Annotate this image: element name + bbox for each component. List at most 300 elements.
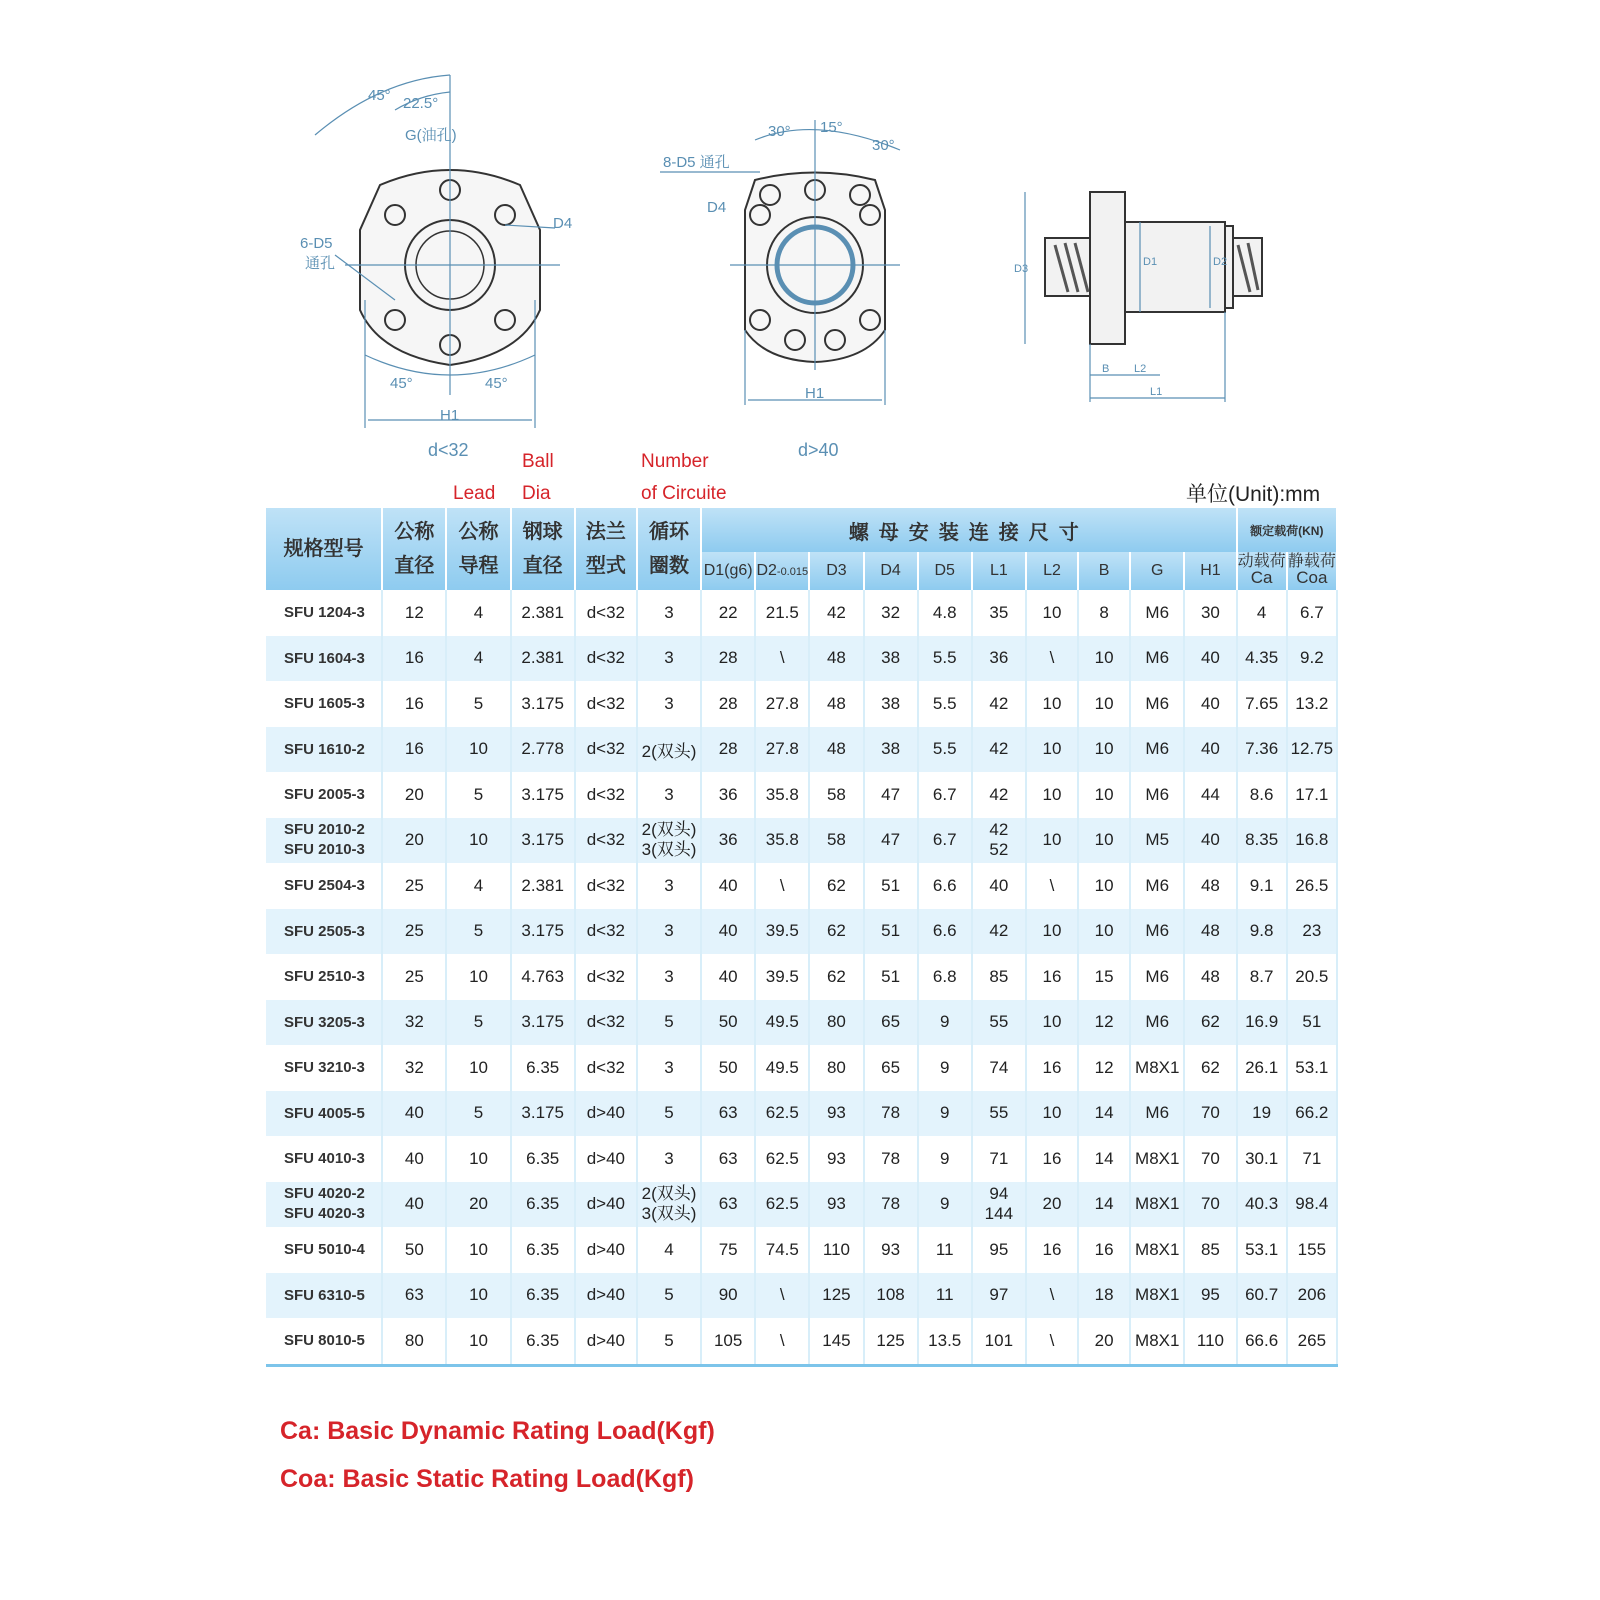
table-cell: M6 — [1130, 909, 1184, 955]
table-cell: 26.1 — [1237, 1045, 1287, 1091]
table-cell: 25 — [382, 954, 446, 1000]
table-cell: 10 — [446, 1136, 510, 1182]
table-cell: d<32 — [575, 818, 637, 864]
table-cell: 14 — [1078, 1182, 1130, 1228]
header-d5: D5 — [918, 552, 972, 590]
table-cell: 3 — [637, 590, 701, 636]
table-cell: d>40 — [575, 1136, 637, 1182]
table-cell: 5 — [637, 1091, 701, 1137]
model-cell: SFU 4010-3 — [266, 1136, 382, 1182]
table-cell: 63 — [701, 1182, 755, 1228]
table-cell: 5.5 — [918, 636, 972, 682]
table-cell: 2(双头) 3(双头) — [637, 1182, 701, 1228]
table-cell: 10 — [1026, 590, 1078, 636]
header-flange-type: 法兰 型式 — [575, 508, 637, 590]
table-cell: 38 — [864, 681, 918, 727]
table-cell: 265 — [1287, 1318, 1337, 1365]
table-cell: 3.175 — [511, 772, 575, 818]
table-cell: 53.1 — [1237, 1227, 1287, 1273]
table-cell: \ — [1026, 636, 1078, 682]
model-cell: SFU 3210-3 — [266, 1045, 382, 1091]
table-cell: 62.5 — [755, 1136, 809, 1182]
table-cell: d<32 — [575, 1045, 637, 1091]
table-cell: 32 — [864, 590, 918, 636]
table-cell: 62.5 — [755, 1182, 809, 1228]
table-cell: 8.7 — [1237, 954, 1287, 1000]
annotation-lead: Lead — [453, 483, 496, 504]
angle-15-label: 15° — [820, 119, 843, 136]
table-cell: 3.175 — [511, 909, 575, 955]
table-cell: 16 — [382, 727, 446, 773]
table-row — [266, 1182, 1337, 1228]
table-cell: 2(双头) 3(双头) — [637, 818, 701, 864]
table-row — [266, 1136, 1337, 1182]
table-cell: 70 — [1184, 1091, 1236, 1137]
ball-screw-spec-table — [266, 508, 1338, 1367]
table-cell: 12 — [1078, 1000, 1130, 1046]
table-cell: 50 — [382, 1227, 446, 1273]
table-cell: 51 — [864, 954, 918, 1000]
header-model: 规格型号 — [266, 508, 382, 590]
table-cell: 78 — [864, 1136, 918, 1182]
header-l2: L2 — [1026, 552, 1078, 590]
table-cell: M6 — [1130, 1000, 1184, 1046]
table-cell: 145 — [809, 1318, 863, 1365]
table-cell: 110 — [809, 1227, 863, 1273]
table-cell: 80 — [809, 1000, 863, 1046]
table-cell: M8X1 — [1130, 1136, 1184, 1182]
table-cell: 53.1 — [1287, 1045, 1337, 1091]
table-cell: 3 — [637, 954, 701, 1000]
table-cell: 13.5 — [918, 1318, 972, 1365]
eight-d5-label: 8-D5 通孔 — [663, 154, 730, 171]
table-cell: d<32 — [575, 772, 637, 818]
table-cell: 11 — [918, 1227, 972, 1273]
table-cell: 39.5 — [755, 909, 809, 955]
table-cell: 16.8 — [1287, 818, 1337, 864]
table-cell: 35.8 — [755, 772, 809, 818]
table-cell: d<32 — [575, 590, 637, 636]
table-cell: 39.5 — [755, 954, 809, 1000]
flange-drawing-d40 — [655, 110, 935, 410]
model-cell: SFU 2005-3 — [266, 772, 382, 818]
header-ball-diameter: 钢球 直径 — [511, 508, 575, 590]
table-cell: 12 — [1078, 1045, 1130, 1091]
table-cell: 9.1 — [1237, 863, 1287, 909]
table-cell: d>40 — [575, 1227, 637, 1273]
table-cell: 16.9 — [1237, 1000, 1287, 1046]
table-cell: 40 — [382, 1136, 446, 1182]
table-cell: d<32 — [575, 727, 637, 773]
table-cell: 5 — [446, 1000, 510, 1046]
table-cell: 101 — [972, 1318, 1026, 1365]
table-cell: 8.6 — [1237, 772, 1287, 818]
model-cell: SFU 2010-2 SFU 2010-3 — [266, 818, 382, 864]
table-cell: 58 — [809, 772, 863, 818]
table-row — [266, 727, 1337, 773]
table-cell: 6.35 — [511, 1045, 575, 1091]
table-cell: 48 — [1184, 909, 1236, 955]
table-cell: 9 — [918, 1136, 972, 1182]
angle-45-label: 45° — [368, 87, 391, 104]
table-cell: 28 — [701, 681, 755, 727]
table-cell: 40 — [1184, 681, 1236, 727]
table-cell: 20 — [382, 818, 446, 864]
table-cell: 4 — [1237, 590, 1287, 636]
table-cell: \ — [755, 1273, 809, 1319]
table-cell: 36 — [701, 818, 755, 864]
table-cell: 71 — [1287, 1136, 1337, 1182]
table-cell: d<32 — [575, 954, 637, 1000]
table-cell: 20.5 — [1287, 954, 1337, 1000]
table-cell: 51 — [864, 909, 918, 955]
table-row — [266, 1091, 1337, 1137]
table-cell: 7.65 — [1237, 681, 1287, 727]
table-cell: 206 — [1287, 1273, 1337, 1319]
table-row — [266, 909, 1337, 955]
table-cell: M8X1 — [1130, 1182, 1184, 1228]
table-cell: 27.8 — [755, 727, 809, 773]
table-cell: 93 — [809, 1091, 863, 1137]
table-cell: 110 — [1184, 1318, 1236, 1365]
table-cell: d<32 — [575, 681, 637, 727]
table-cell: M8X1 — [1130, 1273, 1184, 1319]
table-cell: 58 — [809, 818, 863, 864]
table-cell: 125 — [864, 1318, 918, 1365]
table-cell: d>40 — [575, 1091, 637, 1137]
table-cell: 28 — [701, 727, 755, 773]
table-cell: 38 — [864, 727, 918, 773]
table-cell: 3.175 — [511, 681, 575, 727]
header-d2: D2-0.015 — [755, 552, 809, 590]
table-cell: 18 — [1078, 1273, 1130, 1319]
table-cell: 42 — [972, 909, 1026, 955]
table-cell: 74 — [972, 1045, 1026, 1091]
table-cell: 16 — [1078, 1227, 1130, 1273]
table-cell: 42 52 — [972, 818, 1026, 864]
d1-label: D1 — [1143, 256, 1158, 268]
table-cell: 3 — [637, 863, 701, 909]
table-cell: 20 — [1078, 1318, 1130, 1365]
table-cell: d<32 — [575, 636, 637, 682]
table-cell: 36 — [972, 636, 1026, 682]
table-cell: 9 — [918, 1182, 972, 1228]
d4-label-mid: D4 — [707, 199, 727, 216]
annotation-number: Number — [641, 451, 709, 472]
table-cell: 48 — [809, 681, 863, 727]
table-cell: 65 — [864, 1000, 918, 1046]
table-cell: 20 — [382, 772, 446, 818]
table-cell: 3 — [637, 1045, 701, 1091]
table-cell: M6 — [1130, 954, 1184, 1000]
table-cell: 51 — [864, 863, 918, 909]
model-cell: SFU 3205-3 — [266, 1000, 382, 1046]
table-cell: 2(双头) — [637, 727, 701, 773]
table-cell: 62.5 — [755, 1091, 809, 1137]
table-cell: 40 — [382, 1091, 446, 1137]
table-cell: 71 — [972, 1136, 1026, 1182]
table-cell: 10 — [1026, 1000, 1078, 1046]
table-cell: d>40 — [575, 1273, 637, 1319]
table-cell: 3 — [637, 681, 701, 727]
table-cell: 14 — [1078, 1136, 1130, 1182]
header-h1: H1 — [1184, 552, 1236, 590]
table-cell: 4 — [446, 863, 510, 909]
model-cell: SFU 1604-3 — [266, 636, 382, 682]
header-d1: D1(g6) — [701, 552, 755, 590]
table-cell: 6.6 — [918, 909, 972, 955]
table-cell: 93 — [809, 1136, 863, 1182]
table-cell: 63 — [382, 1273, 446, 1319]
header-l1: L1 — [972, 552, 1026, 590]
table-cell: 63 — [701, 1091, 755, 1137]
table-cell: 20 — [1026, 1182, 1078, 1228]
model-cell: SFU 1610-2 — [266, 727, 382, 773]
table-row — [266, 818, 1337, 864]
table-cell: 16 — [382, 681, 446, 727]
table-cell: \ — [1026, 863, 1078, 909]
model-cell: SFU 2504-3 — [266, 863, 382, 909]
table-cell: 27.8 — [755, 681, 809, 727]
table-cell: 5 — [446, 1091, 510, 1137]
table-cell: 4 — [446, 636, 510, 682]
table-cell: 78 — [864, 1182, 918, 1228]
table-cell: 10 — [446, 1273, 510, 1319]
table-cell: M6 — [1130, 863, 1184, 909]
table-cell: 51 — [1287, 1000, 1337, 1046]
table-cell: \ — [755, 863, 809, 909]
flange-drawing-d32 — [280, 60, 580, 440]
header-coa: 静载荷 Coa — [1287, 552, 1337, 590]
table-cell: 48 — [1184, 863, 1236, 909]
table-cell: 42 — [972, 727, 1026, 773]
table-cell: 38 — [864, 636, 918, 682]
note-coa: Coa: Basic Static Rating Load(Kgf) — [280, 1465, 694, 1493]
d3-label: D3 — [1014, 263, 1029, 275]
table-cell: 10 — [1026, 681, 1078, 727]
table-cell: 5 — [446, 772, 510, 818]
table-cell: 65 — [864, 1045, 918, 1091]
unit-label: 单位(Unit):mm — [1186, 483, 1321, 506]
model-cell: SFU 2505-3 — [266, 909, 382, 955]
table-cell: 10 — [1078, 727, 1130, 773]
table-cell: 70 — [1184, 1136, 1236, 1182]
table-cell: 12 — [382, 590, 446, 636]
model-cell: SFU 4020-2 SFU 4020-3 — [266, 1182, 382, 1228]
angle-45-bottom-right: 45° — [485, 375, 508, 392]
table-cell: 95 — [972, 1227, 1026, 1273]
table-cell: 3.175 — [511, 1000, 575, 1046]
table-cell: 49.5 — [755, 1000, 809, 1046]
table-cell: 10 — [446, 727, 510, 773]
table-cell: 10 — [446, 818, 510, 864]
table-cell: 6.7 — [1287, 590, 1337, 636]
table-cell: 5 — [637, 1318, 701, 1365]
table-cell: 19 — [1237, 1091, 1287, 1137]
table-cell: 10 — [446, 954, 510, 1000]
table-cell: 10 — [1026, 818, 1078, 864]
d2-label: D2 — [1213, 256, 1228, 268]
header-rated-load: 额定载荷(KN) — [1237, 508, 1337, 552]
angle-30-left-label: 30° — [768, 123, 791, 140]
table-cell: 70 — [1184, 1182, 1236, 1228]
table-cell: M8X1 — [1130, 1227, 1184, 1273]
table-cell: 74.5 — [755, 1227, 809, 1273]
table-cell: M6 — [1130, 727, 1184, 773]
table-row — [266, 1273, 1337, 1319]
table-cell: 25 — [382, 909, 446, 955]
table-cell: 62 — [1184, 1045, 1236, 1091]
table-cell: 3 — [637, 909, 701, 955]
table-cell: 10 — [1078, 636, 1130, 682]
table-cell: 40 — [701, 863, 755, 909]
annotation-dia: Dia — [522, 483, 551, 504]
table-cell: 40 — [382, 1182, 446, 1228]
table-row — [266, 1227, 1337, 1273]
table-cell: 8 — [1078, 590, 1130, 636]
b-label: B — [1102, 363, 1110, 375]
model-cell: SFU 6310-5 — [266, 1273, 382, 1319]
table-cell: \ — [1026, 1318, 1078, 1365]
table-cell: 12.75 — [1287, 727, 1337, 773]
header-lead: 公称 导程 — [446, 508, 510, 590]
table-row — [266, 1045, 1337, 1091]
table-cell: 10 — [1078, 909, 1130, 955]
table-cell: 9 — [918, 1091, 972, 1137]
table-cell: d>40 — [575, 1182, 637, 1228]
angle-30-right-label: 30° — [872, 137, 895, 154]
table-cell: \ — [755, 1318, 809, 1365]
table-cell: 48 — [1184, 954, 1236, 1000]
table-cell: 10 — [446, 1045, 510, 1091]
technical-drawings — [0, 0, 1600, 500]
table-cell: 105 — [701, 1318, 755, 1365]
table-cell: M6 — [1130, 681, 1184, 727]
table-cell: 40 — [701, 909, 755, 955]
table-cell: 16 — [1026, 1227, 1078, 1273]
table-cell: 4 — [637, 1227, 701, 1273]
table-cell: 94 144 — [972, 1182, 1026, 1228]
table-cell: 10 — [1078, 772, 1130, 818]
table-cell: 5 — [446, 681, 510, 727]
table-cell: 5 — [637, 1000, 701, 1046]
table-cell: 6.35 — [511, 1227, 575, 1273]
table-cell: 32 — [382, 1000, 446, 1046]
table-cell: 55 — [972, 1000, 1026, 1046]
model-cell: SFU 5010-4 — [266, 1227, 382, 1273]
table-cell: 49.5 — [755, 1045, 809, 1091]
note-ca: Ca: Basic Dynamic Rating Load(Kgf) — [280, 1417, 715, 1445]
table-cell: \ — [755, 636, 809, 682]
annotation-ball: Ball — [522, 451, 554, 472]
table-cell: 5 — [446, 909, 510, 955]
table-cell: 10 — [1026, 727, 1078, 773]
table-cell: 6.8 — [918, 954, 972, 1000]
table-cell: 40 — [1184, 636, 1236, 682]
table-cell: 6.35 — [511, 1273, 575, 1319]
table-cell: 14 — [1078, 1091, 1130, 1137]
table-cell: 20 — [446, 1182, 510, 1228]
table-cell: 35 — [972, 590, 1026, 636]
model-cell: SFU 1605-3 — [266, 681, 382, 727]
table-cell: 50 — [701, 1000, 755, 1046]
table-cell: 9 — [918, 1045, 972, 1091]
header-mounting-dimensions: 螺母安装连接尺寸 — [701, 508, 1236, 552]
table-cell: d<32 — [575, 1000, 637, 1046]
table-cell: 85 — [1184, 1227, 1236, 1273]
table-cell: \ — [1026, 1273, 1078, 1319]
table-cell: 62 — [809, 863, 863, 909]
table-cell: 47 — [864, 818, 918, 864]
spec-table-body — [266, 590, 1337, 1365]
table-cell: 50 — [701, 1045, 755, 1091]
table-row — [266, 863, 1337, 909]
table-cell: 16 — [1026, 954, 1078, 1000]
table-cell: 9.2 — [1287, 636, 1337, 682]
table-cell: 66.6 — [1237, 1318, 1287, 1365]
table-cell: 44 — [1184, 772, 1236, 818]
table-cell: 15 — [1078, 954, 1130, 1000]
table-cell: 40.3 — [1237, 1182, 1287, 1228]
table-cell: 6.7 — [918, 772, 972, 818]
table-cell: 4.8 — [918, 590, 972, 636]
l1-label: L1 — [1150, 386, 1163, 398]
table-cell: 30.1 — [1237, 1136, 1287, 1182]
table-cell: M8X1 — [1130, 1045, 1184, 1091]
model-cell: SFU 8010-5 — [266, 1318, 382, 1365]
table-cell: 10 — [1078, 681, 1130, 727]
header-circuits: 循环 圈数 — [637, 508, 701, 590]
table-cell: 125 — [809, 1273, 863, 1319]
table-cell: 36 — [701, 772, 755, 818]
model-cell: SFU 4005-5 — [266, 1091, 382, 1137]
table-cell: 32 — [382, 1045, 446, 1091]
table-cell: 3 — [637, 636, 701, 682]
table-cell: 90 — [701, 1273, 755, 1319]
table-cell: 9 — [918, 1000, 972, 1046]
table-cell: 11 — [918, 1273, 972, 1319]
table-row — [266, 954, 1337, 1000]
table-cell: 9.8 — [1237, 909, 1287, 955]
table-row — [266, 590, 1337, 636]
table-cell: 42 — [972, 681, 1026, 727]
table-cell: 2.778 — [511, 727, 575, 773]
table-cell: 98.4 — [1287, 1182, 1337, 1228]
angle-22-5-label: 22.5° — [403, 95, 439, 112]
table-row — [266, 681, 1337, 727]
six-d5-label: 6-D5 — [300, 235, 333, 252]
model-cell: SFU 2510-3 — [266, 954, 382, 1000]
table-cell: 155 — [1287, 1227, 1337, 1273]
table-cell: d<32 — [575, 909, 637, 955]
table-cell: 25 — [382, 863, 446, 909]
table-cell: 42 — [809, 590, 863, 636]
table-cell: 10 — [446, 1318, 510, 1365]
table-cell: 6.7 — [918, 818, 972, 864]
table-cell: 5.5 — [918, 727, 972, 773]
header-ca: 动载荷 Ca — [1237, 552, 1287, 590]
table-cell: 16 — [382, 636, 446, 682]
table-cell: 6.35 — [511, 1136, 575, 1182]
table-cell: 10 — [1078, 818, 1130, 864]
table-cell: 60.7 — [1237, 1273, 1287, 1319]
table-cell: 10 — [1026, 772, 1078, 818]
header-g: G — [1130, 552, 1184, 590]
h1-label-mid: H1 — [805, 385, 825, 402]
table-cell: 55 — [972, 1091, 1026, 1137]
table-cell: 6.35 — [511, 1318, 575, 1365]
table-cell: M6 — [1130, 1091, 1184, 1137]
